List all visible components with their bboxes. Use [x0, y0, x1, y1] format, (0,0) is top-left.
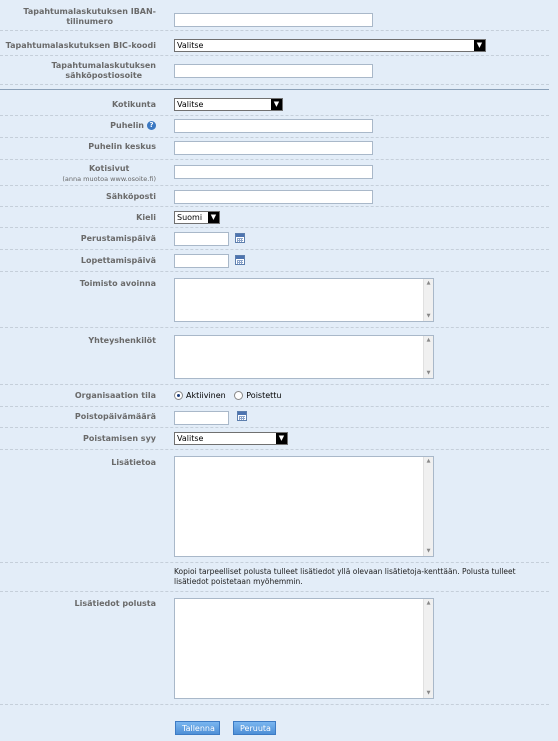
copy-note-text: Kopioi tarpeelliset polusta tulleet lisätiedot yllä olevaan lisätietoja-kenttään. Polusta tulleet lisätiedot poistetaan myöhemmin.: [174, 567, 516, 586]
removal-date-label: Poistopäivämäärä: [74, 412, 156, 421]
contacts-label: Yhteyshenkilöt: [88, 336, 156, 345]
founded-label: Perustamispäivä: [80, 234, 156, 243]
save-button[interactable]: Tallenna: [175, 721, 220, 735]
row-removal-reason: [0, 428, 549, 450]
scroll-down-icon[interactable]: ▼: [426, 548, 431, 554]
row-founded: [0, 228, 549, 250]
iban-label-line1: Tapahtumalaskutuksen IBAN-: [23, 7, 156, 16]
row-copy-note: [0, 563, 549, 592]
scrollbar[interactable]: [423, 336, 433, 378]
scrollbar[interactable]: [423, 599, 433, 698]
row-municipality: [0, 90, 549, 116]
email-input[interactable]: [174, 190, 373, 204]
homepage-label-text: Kotisivut: [89, 164, 130, 173]
status-active-label[interactable]: Aktiivinen: [186, 391, 226, 400]
municipality-select-value: Valitse: [177, 100, 204, 109]
scroll-down-icon[interactable]: ▼: [426, 690, 431, 696]
scroll-down-icon[interactable]: ▼: [426, 370, 431, 376]
iban-label: [23, 7, 156, 27]
status-active-radio[interactable]: [174, 391, 183, 400]
chevron-down-icon: ▼: [271, 99, 282, 110]
removal-reason-select-value: Valitse: [177, 434, 204, 443]
row-language: [0, 207, 549, 228]
chevron-down-icon: ▼: [474, 40, 485, 51]
extra-info-textarea[interactable]: [174, 456, 434, 557]
row-actions: [0, 705, 549, 741]
removal-date-input[interactable]: [174, 411, 229, 425]
phone-label-text: Puhelin: [110, 121, 144, 130]
bic-label: Tapahtumalaskutuksen BIC-koodi: [5, 41, 156, 50]
office-open-textarea[interactable]: [174, 278, 434, 322]
ended-label: Lopettamispäivä: [80, 256, 156, 265]
org-status-radio-group: [174, 391, 288, 400]
scrollbar[interactable]: [423, 457, 433, 556]
language-select-value: Suomi: [177, 213, 203, 222]
row-office-open: [0, 272, 549, 328]
bic-select[interactable]: [174, 39, 486, 52]
bic-select-value: Valitse: [177, 41, 204, 50]
row-org-status: [0, 385, 549, 407]
scroll-up-icon[interactable]: ▲: [426, 458, 431, 464]
row-bic: [0, 31, 549, 56]
billing-email-label-line2: sähköpostiosoite: [65, 71, 143, 80]
row-removal-date: [0, 407, 549, 428]
contacts-textarea[interactable]: [174, 335, 434, 379]
removal-reason-label: Poistamisen syy: [82, 434, 156, 443]
row-contacts: [0, 328, 549, 385]
status-removed-label[interactable]: Poistettu: [246, 391, 282, 400]
language-label: Kieli: [136, 213, 156, 222]
scroll-up-icon[interactable]: ▲: [426, 337, 431, 343]
extra-from-path-textarea[interactable]: [174, 598, 434, 699]
row-extra-info: [0, 450, 549, 563]
scroll-up-icon[interactable]: ▲: [426, 280, 431, 286]
phone-input[interactable]: [174, 119, 373, 133]
removal-reason-select[interactable]: [174, 432, 288, 445]
municipality-select[interactable]: [174, 98, 283, 111]
billing-email-label: [51, 61, 156, 81]
phone-label: [110, 121, 156, 131]
row-phone: [0, 116, 549, 138]
calendar-icon[interactable]: [237, 411, 247, 421]
row-homepage: [0, 160, 549, 186]
founded-date-input[interactable]: [174, 232, 229, 246]
org-status-label: Organisaation tila: [74, 391, 156, 400]
row-iban: [0, 0, 549, 31]
iban-label-line2: tilinumero: [66, 17, 114, 26]
chevron-down-icon: ▼: [208, 212, 219, 223]
scroll-down-icon[interactable]: ▼: [426, 313, 431, 319]
iban-input[interactable]: [174, 13, 373, 27]
municipality-label: Kotikunta: [111, 100, 156, 109]
language-select[interactable]: [174, 211, 220, 224]
help-icon[interactable]: ?: [147, 121, 156, 130]
row-phone-central: [0, 138, 549, 160]
extra-info-label: Lisätietoa: [111, 458, 156, 467]
scrollbar[interactable]: [423, 279, 433, 321]
calendar-icon[interactable]: [235, 255, 245, 265]
phone-central-label: Puhelin keskus: [88, 142, 156, 151]
row-billing-email: [0, 56, 549, 85]
row-email: [0, 186, 549, 207]
status-removed-radio[interactable]: [234, 391, 243, 400]
phone-central-input[interactable]: [174, 141, 373, 155]
office-open-label: Toimisto avoinna: [79, 279, 156, 288]
billing-email-input[interactable]: [174, 64, 373, 78]
ended-date-input[interactable]: [174, 254, 229, 268]
calendar-icon[interactable]: [235, 233, 245, 243]
homepage-input[interactable]: [174, 165, 373, 179]
cancel-button[interactable]: Peruuta: [233, 721, 276, 735]
row-ended: [0, 250, 549, 272]
homepage-label: [62, 164, 156, 184]
scroll-up-icon[interactable]: ▲: [426, 600, 431, 606]
billing-email-label-line1: Tapahtumalaskutuksen: [51, 61, 156, 70]
row-extra-from-path: [0, 592, 549, 705]
chevron-down-icon: ▼: [276, 433, 287, 444]
homepage-hint: (anna muotoa www.osoite.fi): [62, 175, 156, 183]
email-label: Sähköposti: [105, 192, 156, 201]
extra-from-path-label: Lisätiedot polusta: [74, 599, 156, 608]
